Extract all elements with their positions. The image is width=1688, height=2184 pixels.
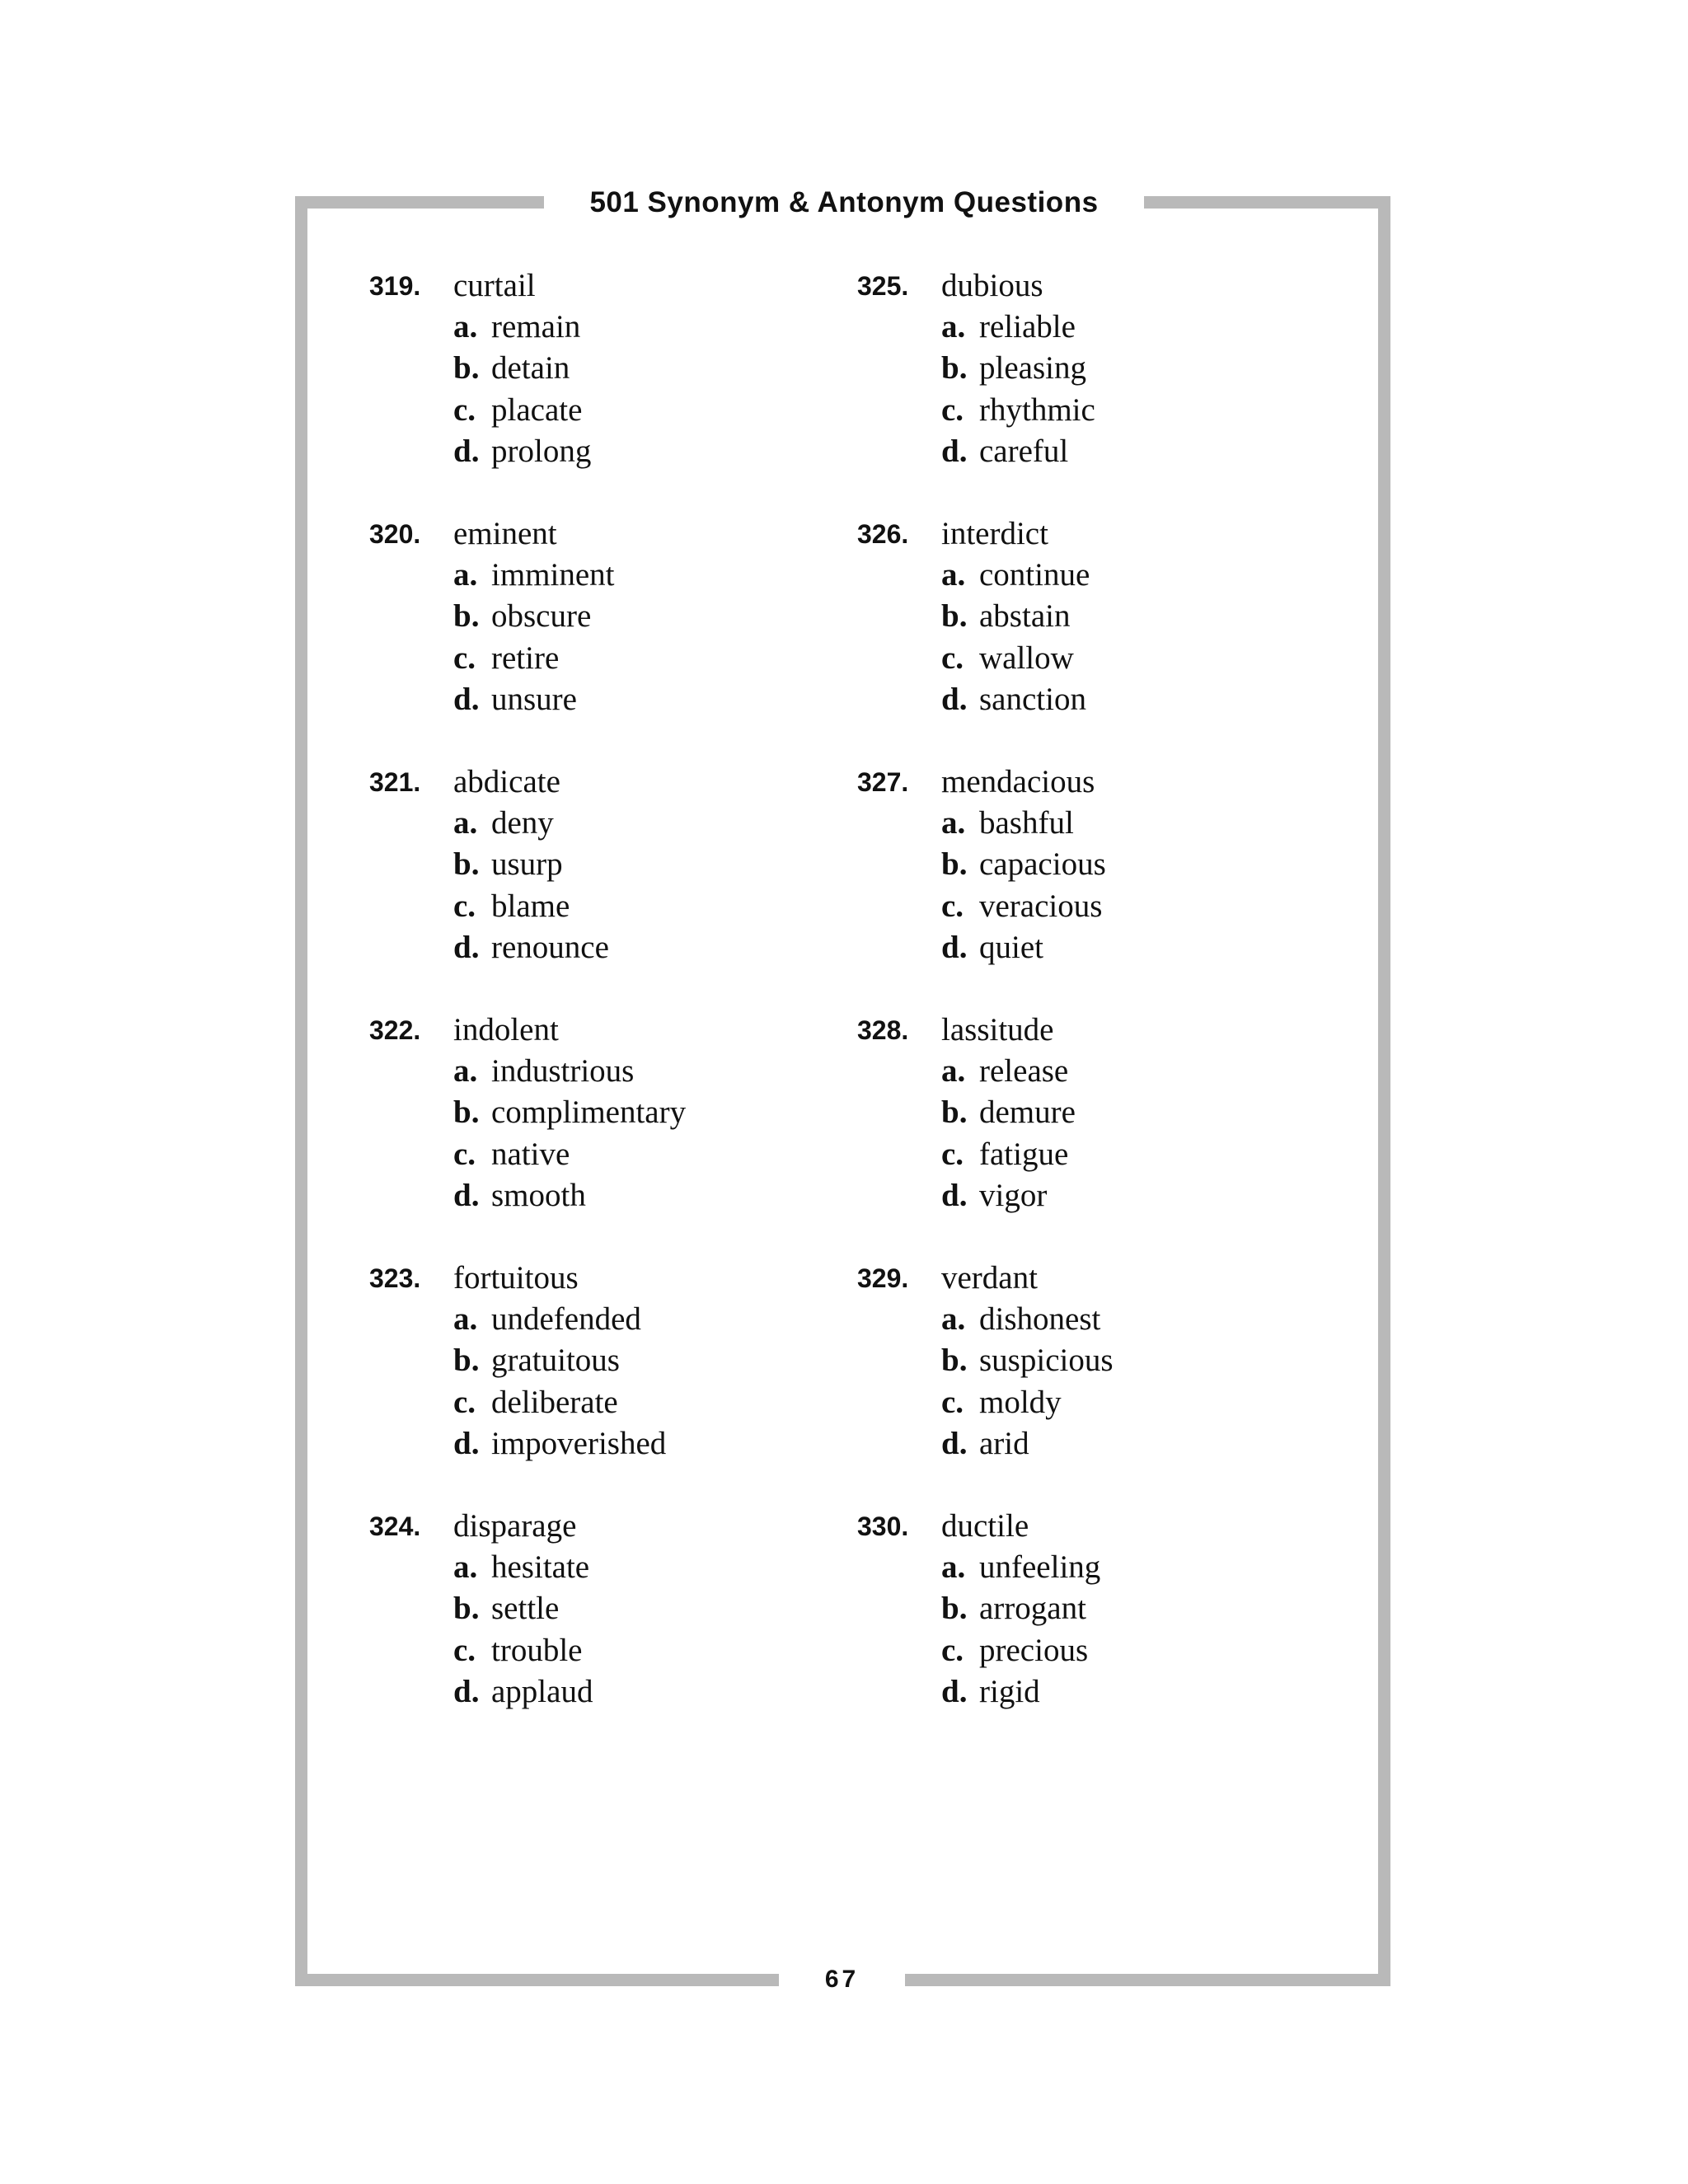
question-number: 326. [857, 519, 909, 549]
question-word: verdant [941, 1260, 1038, 1296]
option-letter: a. [941, 805, 966, 841]
question-word: eminent [453, 516, 557, 551]
frame-bottom-right-rule [905, 1974, 1390, 1986]
frame-top-right-rule [1144, 196, 1390, 209]
option-letter: a. [941, 557, 966, 593]
option-letter: b. [453, 1591, 480, 1627]
option-letter: a. [453, 1549, 478, 1586]
option-text: continue [979, 557, 1090, 593]
option-text: reliable [979, 309, 1076, 345]
option-text: arrogant [979, 1591, 1086, 1627]
question-word: ductile [941, 1508, 1029, 1544]
question-word: disparage [453, 1508, 577, 1544]
page-number: 67 [824, 1966, 860, 1993]
option-text: suspicious [979, 1343, 1114, 1379]
option-text: complimentary [491, 1094, 687, 1131]
option-letter: d. [453, 1177, 480, 1213]
option-text: pleasing [979, 350, 1086, 387]
question-number: 323. [369, 1263, 421, 1293]
running-header-title: 501 Synonym & Antonym Questions [589, 186, 1099, 218]
option-letter: c. [941, 391, 964, 428]
option-text: wallow [979, 640, 1074, 676]
option-letter: b. [453, 1343, 480, 1379]
option-letter: a. [941, 1549, 966, 1586]
option-letter: b. [453, 350, 480, 387]
option-text: deny [491, 805, 554, 841]
question-number: 319. [369, 271, 421, 301]
question-word: abdicate [453, 764, 560, 799]
option-text: unfeeling [979, 1549, 1101, 1586]
frame-top-left-rule [295, 196, 544, 209]
option-letter: d. [941, 929, 968, 965]
option-letter: b. [453, 846, 480, 883]
option-letter: c. [453, 640, 476, 676]
question-word: interdict [941, 516, 1048, 551]
option-text: applaud [491, 1673, 593, 1709]
question-number: 330. [857, 1511, 909, 1541]
option-text: veracious [979, 888, 1103, 924]
option-letter: a. [453, 557, 478, 593]
option-letter: c. [941, 1136, 964, 1172]
option-letter: b. [941, 350, 968, 387]
question-number: 320. [369, 519, 421, 549]
option-text: bashful [979, 805, 1074, 841]
option-text: precious [979, 1632, 1089, 1668]
option-text: settle [491, 1591, 560, 1627]
question-number: 328. [857, 1015, 909, 1045]
option-letter: d. [453, 681, 480, 717]
option-letter: d. [941, 681, 968, 717]
question-word: indolent [453, 1012, 559, 1047]
option-text: capacious [979, 846, 1106, 883]
option-text: fatigue [979, 1136, 1069, 1172]
option-text: dishonest [979, 1301, 1101, 1338]
question-word: curtail [453, 268, 536, 303]
option-letter: b. [941, 1094, 968, 1131]
option-letter: a. [453, 1053, 478, 1090]
option-letter: b. [453, 598, 480, 635]
option-text: trouble [491, 1632, 583, 1668]
option-letter: b. [453, 1094, 480, 1131]
option-letter: a. [941, 309, 966, 345]
option-letter: c. [941, 1632, 964, 1668]
option-text: prolong [491, 433, 592, 469]
option-letter: b. [941, 1343, 968, 1379]
option-text: rhythmic [979, 391, 1095, 428]
option-letter: d. [941, 433, 968, 469]
option-text: arid [979, 1425, 1029, 1461]
option-letter: b. [941, 1591, 968, 1627]
option-letter: a. [453, 1301, 478, 1338]
option-letter: c. [941, 1384, 964, 1420]
option-letter: a. [941, 1053, 966, 1090]
option-letter: b. [941, 598, 968, 635]
option-letter: d. [453, 929, 480, 965]
option-text: usurp [491, 846, 563, 883]
option-text: undefended [491, 1301, 641, 1338]
option-text: unsure [491, 681, 577, 717]
option-letter: c. [453, 888, 476, 924]
option-text: remain [491, 309, 581, 345]
option-text: impoverished [491, 1425, 667, 1461]
option-letter: d. [941, 1673, 968, 1709]
option-text: gratuitous [491, 1343, 620, 1379]
option-letter: a. [941, 1301, 966, 1338]
question-number: 329. [857, 1263, 909, 1293]
option-text: detain [491, 350, 570, 387]
question-word: lassitude [941, 1012, 1054, 1047]
option-text: sanction [979, 681, 1086, 717]
option-text: obscure [491, 598, 592, 635]
option-letter: d. [941, 1425, 968, 1461]
option-letter: d. [941, 1177, 968, 1213]
question-number: 322. [369, 1015, 421, 1045]
frame-left-rule [295, 196, 307, 1986]
question-word: fortuitous [453, 1260, 579, 1296]
option-text: quiet [979, 929, 1043, 965]
option-text: deliberate [491, 1384, 618, 1420]
question-word: mendacious [941, 764, 1095, 799]
option-text: careful [979, 433, 1069, 469]
option-text: demure [979, 1094, 1076, 1131]
question-word: dubious [941, 268, 1043, 303]
frame-right-rule [1378, 196, 1390, 1986]
option-text: hesitate [491, 1549, 590, 1586]
option-text: vigor [979, 1177, 1048, 1213]
option-letter: c. [941, 640, 964, 676]
option-text: blame [491, 888, 570, 924]
option-text: imminent [491, 557, 615, 593]
question-number: 325. [857, 271, 909, 301]
option-text: rigid [979, 1673, 1040, 1709]
option-letter: d. [453, 433, 480, 469]
option-letter: a. [453, 309, 478, 345]
option-text: native [491, 1136, 570, 1172]
option-text: renounce [491, 929, 609, 965]
option-letter: c. [453, 1136, 476, 1172]
option-letter: c. [941, 888, 964, 924]
option-letter: d. [453, 1425, 480, 1461]
frame-bottom-left-rule [295, 1974, 779, 1986]
question-number: 321. [369, 767, 421, 797]
option-text: smooth [491, 1177, 586, 1213]
question-number: 327. [857, 767, 909, 797]
option-letter: b. [941, 846, 968, 883]
option-text: release [979, 1053, 1069, 1090]
option-letter: a. [453, 805, 478, 841]
option-text: placate [491, 391, 583, 428]
question-number: 324. [369, 1511, 421, 1541]
option-text: moldy [979, 1384, 1062, 1420]
option-text: retire [491, 640, 560, 676]
option-letter: c. [453, 1384, 476, 1420]
option-letter: d. [453, 1673, 480, 1709]
option-text: abstain [979, 598, 1071, 635]
option-letter: c. [453, 1632, 476, 1668]
option-letter: c. [453, 391, 476, 428]
option-text: industrious [491, 1053, 635, 1090]
